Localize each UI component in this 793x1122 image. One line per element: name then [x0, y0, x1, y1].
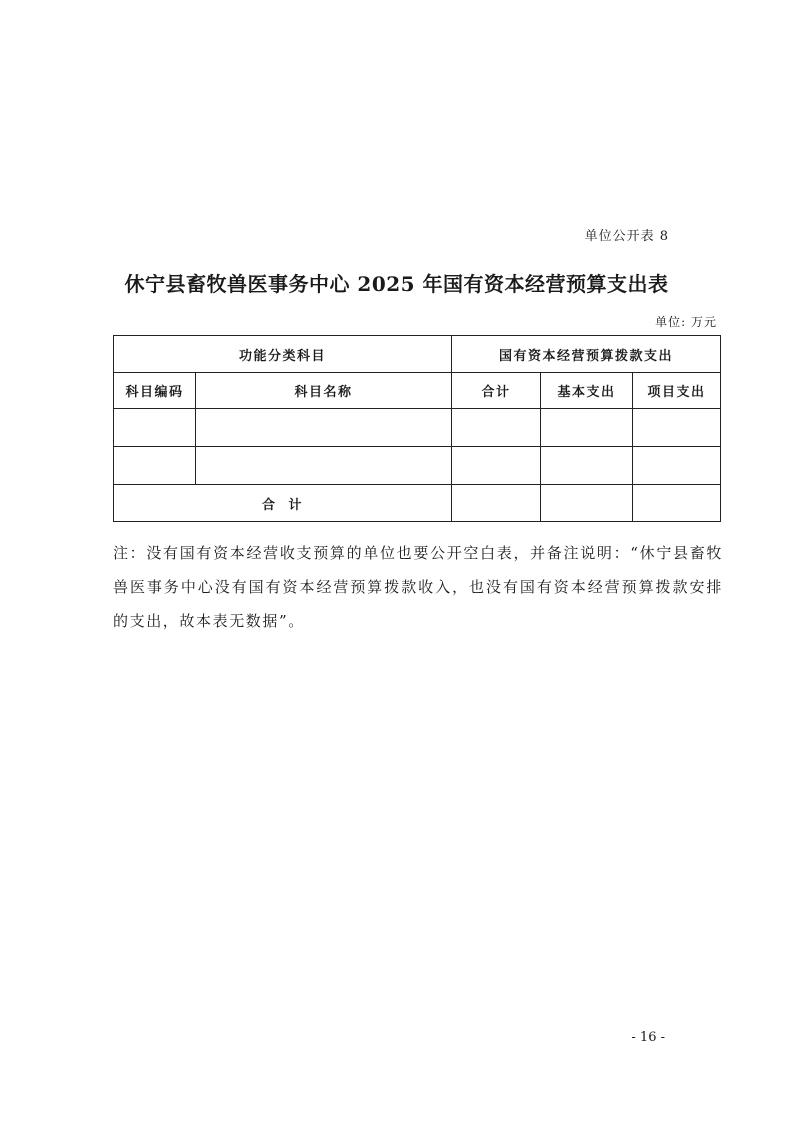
unit-label: 单位: 万元	[655, 315, 717, 329]
cell-code	[114, 409, 196, 447]
table-row	[114, 447, 721, 485]
table-total-row	[114, 485, 721, 522]
cell-project	[633, 447, 721, 485]
header-subject-code: 科目编码	[114, 373, 196, 409]
table-number-label: 单位公开表 8	[584, 229, 669, 244]
cell-name	[196, 447, 452, 485]
table-column-header-row	[114, 373, 721, 409]
footnote: 注：没有国有资本经营收支预算的单位也要公开空白表，并备注说明：“休宁县畜牧兽医事务中心没有国有资本经营预算拨款收入，也没有国有资本经营预算拨款安排的支出，故本表无数据”。	[113, 544, 723, 630]
cell-code	[114, 447, 196, 485]
cell-basic	[541, 447, 633, 485]
cell-basic	[541, 409, 633, 447]
budget-table	[113, 335, 721, 522]
cell-project	[633, 409, 721, 447]
cell-total	[452, 409, 541, 447]
header-soe-budget-expenditure: 国有资本经营预算拨款支出	[452, 336, 721, 373]
total-project-cell	[633, 485, 721, 522]
total-sum-cell	[452, 485, 541, 522]
header-functional-classification: 功能分类科目	[114, 336, 452, 373]
header-total: 合计	[452, 373, 541, 409]
cell-name	[196, 409, 452, 447]
header-basic-expenditure: 基本支出	[541, 373, 633, 409]
total-label: 合 计	[114, 485, 452, 522]
cell-total	[452, 447, 541, 485]
header-project-expenditure: 项目支出	[633, 373, 721, 409]
table-row	[114, 409, 721, 447]
total-basic-cell	[541, 485, 633, 522]
table-group-header-row	[114, 336, 721, 373]
header-subject-name: 科目名称	[196, 373, 452, 409]
page-number: - 16 -	[631, 1030, 665, 1045]
page-title: 休宁县畜牧兽医事务中心 2025 年国有资本经营预算支出表	[124, 272, 669, 296]
